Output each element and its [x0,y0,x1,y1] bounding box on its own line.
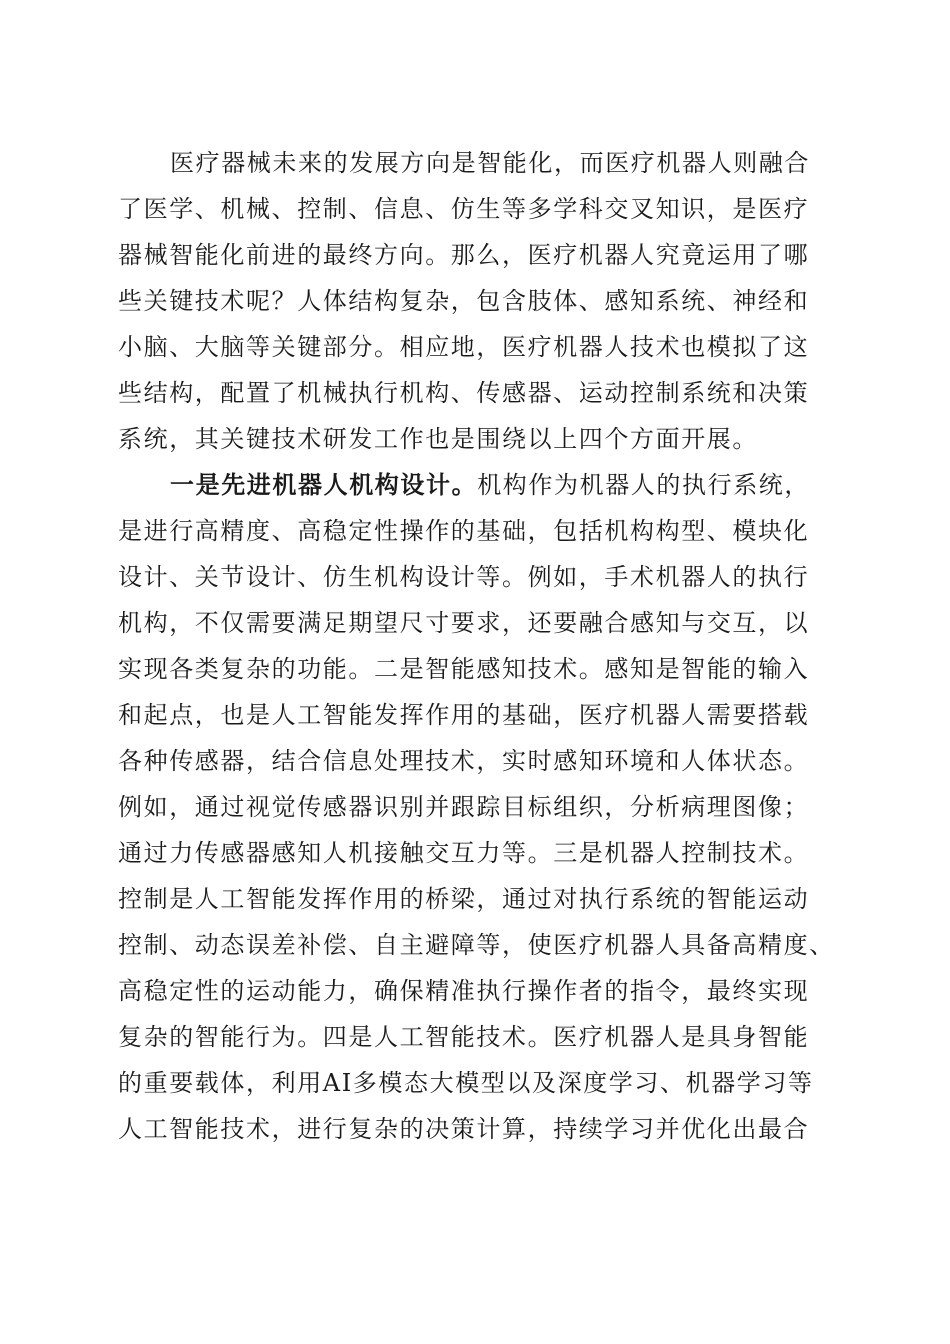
text-line: 复杂的智能行为。四是人工智能技术。医疗机器人是具身智能 [118,1023,810,1051]
text-line: 系统，其关键技术研发工作也是围绕以上四个方面开展。 [118,425,758,453]
text-line: 高稳定性的运动能力，确保精准执行操作者的指令，最终实现 [118,977,810,1005]
body-text [118,140,838,1152]
text-line: 医疗器械未来的发展方向是智能化，而医疗机器人则融合 [170,149,810,177]
text-line: 是进行高精度、高稳定性操作的基础，包括机构构型、模块化 [118,517,810,545]
text-line: 例如，通过视觉传感器识别并跟踪目标组织，分析病理图像； [118,793,810,821]
bold-lead-text: 一是先进机器人机构设计。 [170,470,478,499]
text-line: 设计、关节设计、仿生机构设计等。例如，手术机器人的执行 [118,563,810,591]
text-line: 的重要载体，利用AI多模态大模型以及深度学习、机器学习等 [118,1069,814,1097]
text-line: 控制、动态误差补偿、自主避障等，使医疗机器人具备高精度、 [118,931,835,959]
text-line: 各种传感器，结合信息处理技术，实时感知环境和人体状态。 [118,747,810,775]
text-line: 实现各类复杂的功能。二是智能感知技术。感知是智能的输入 [118,655,810,683]
text-line: 了医学、机械、控制、信息、仿生等多学科交叉知识，是医疗 [118,195,810,223]
text-line: 小脑、大脑等关键部分。相应地，医疗机器人技术也模拟了这 [118,333,810,361]
text-line: 机构，不仅需要满足期望尺寸要求，还要融合感知与交互，以 [118,609,810,637]
text-line [118,462,838,508]
paragraph-1 [118,140,838,462]
text-line: 通过力传感器感知人机接触交互力等。三是机器人控制技术。 [118,839,810,867]
text-line: 些结构，配置了机械执行机构、传感器、运动控制系统和决策 [118,379,810,407]
text-line: 些关键技术呢？人体结构复杂，包含肢体、感知系统、神经和 [118,287,810,315]
line-rest-text: 机构作为机器人的执行系统， [477,471,811,499]
paragraph-2 [118,462,838,1152]
text-line: 器械智能化前进的最终方向。那么，医疗机器人究竟运用了哪 [118,241,810,269]
text-line: 和起点，也是人工智能发挥作用的基础，医疗机器人需要搭载 [118,701,810,729]
text-line: 人工智能技术，进行复杂的决策计算，持续学习并优化出最合 [118,1115,810,1143]
text-line: 控制是人工智能发挥作用的桥梁，通过对执行系统的智能运动 [118,885,810,913]
